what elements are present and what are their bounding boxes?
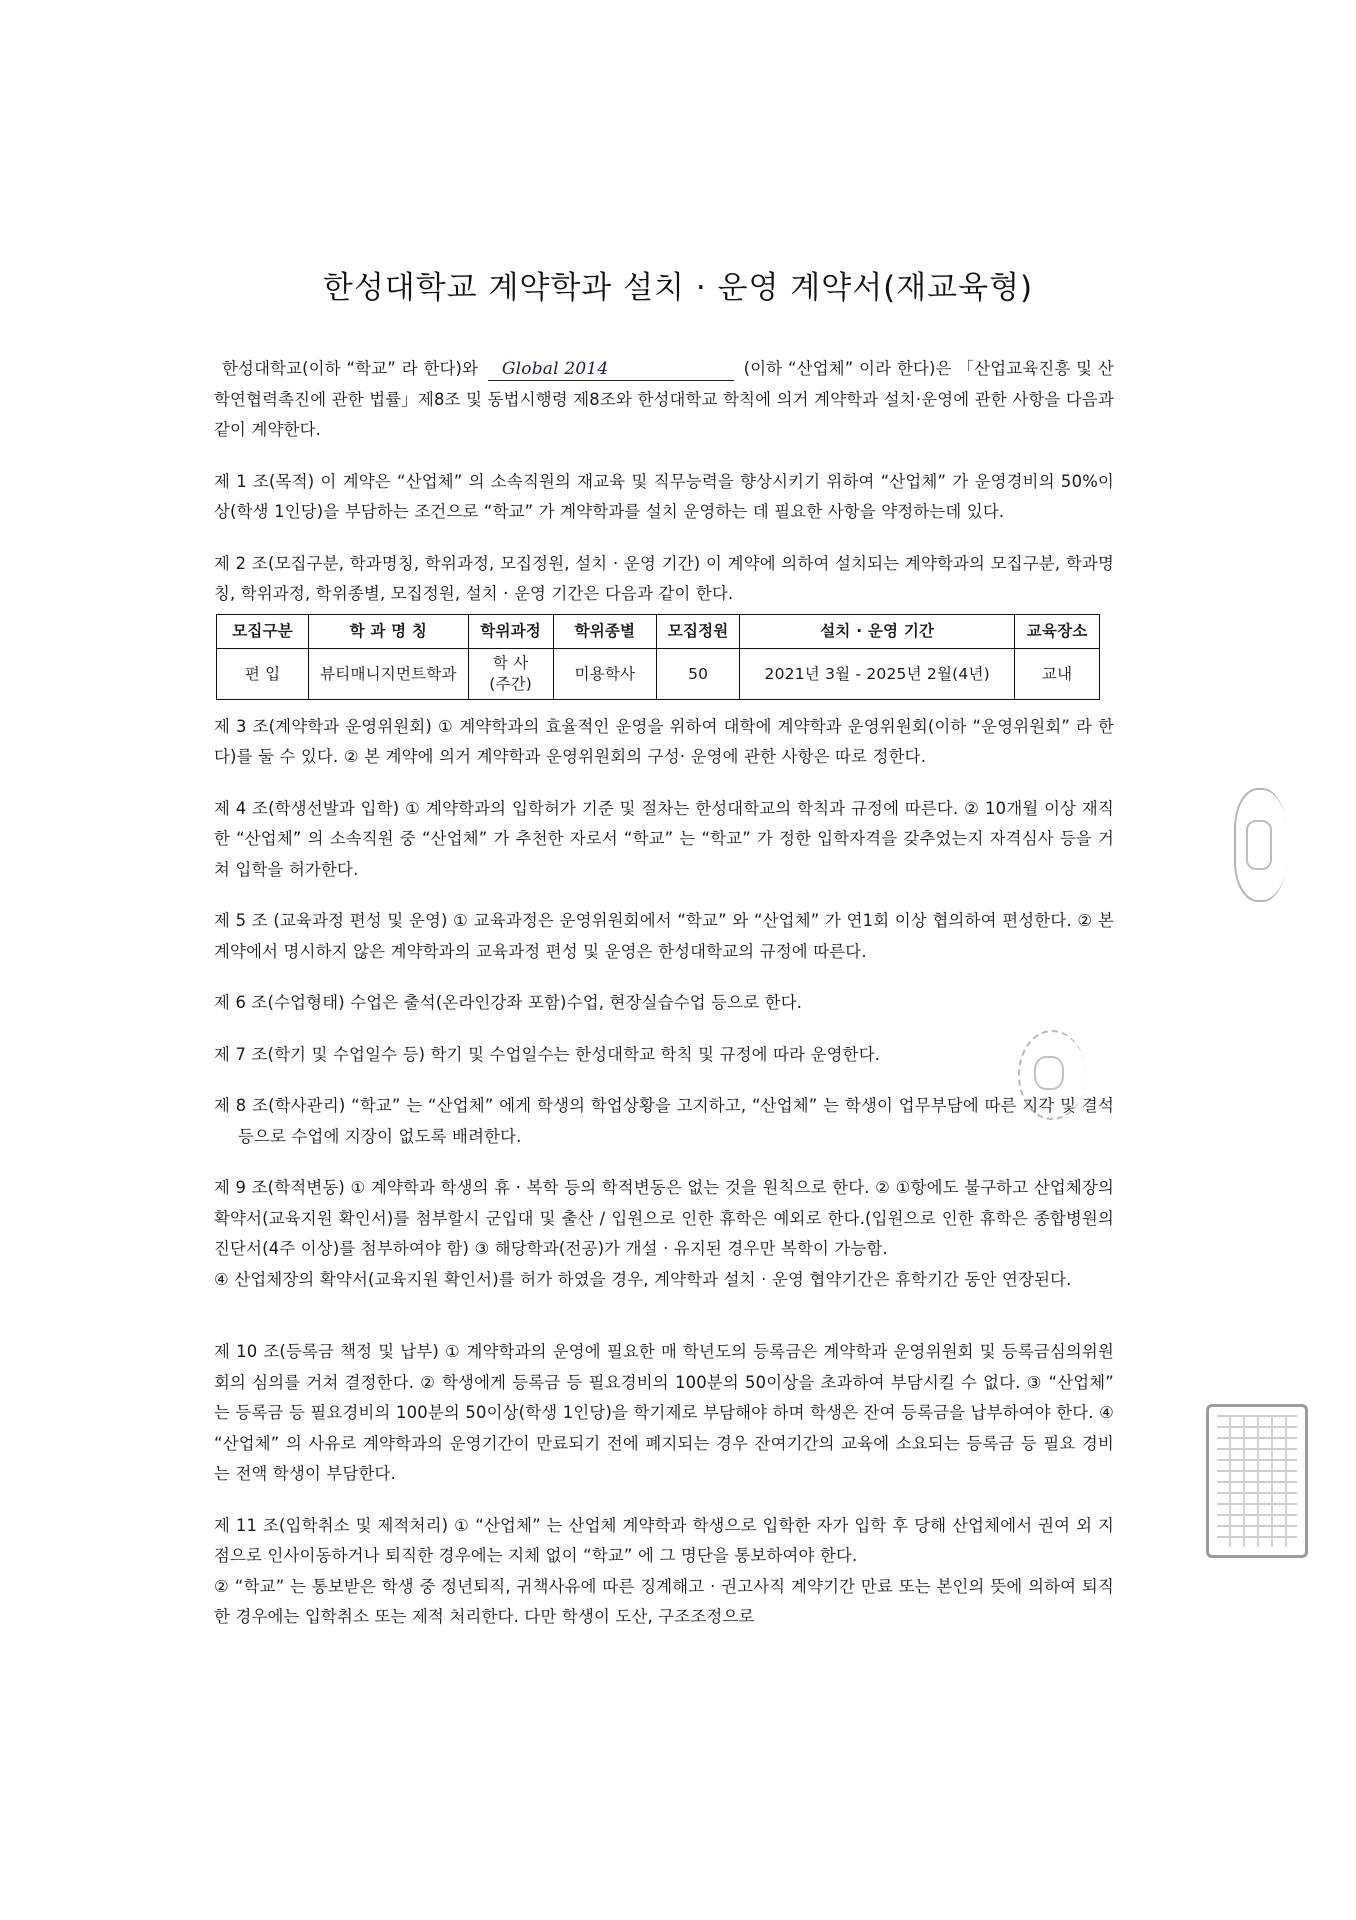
article-3: 제 3 조(계약학과 운영위원회) ① 계약학과의 효율적인 운영을 위하여 대학에 계약학과 운영위원회(이하 “운영위원회” 라 한다)를 둘 수 있다. ② 본 계약에 의거 계약학과 운영위원회의 구성· 운영에 관한 사항은 따로 정한다. xyxy=(214,716,1114,766)
article-5: 제 5 조 (교육과정 편성 및 운영) ① 교육과정은 운영위원회에서 “학교” 와 “산업체” 가 연1회 이상 협의하여 편성한다. ② 본 계약에서 명시하지 않은 계약학과의 교육과정 편성 및 운영은 한성대학교의 규정에 따른다. xyxy=(214,911,1114,961)
table-header-cell: 교육장소 xyxy=(1015,614,1100,648)
cell-period: 2021년 3월 - 2025년 2월(4년) xyxy=(740,648,1015,699)
seal-mark-middle xyxy=(1018,1030,1086,1120)
document-body xyxy=(214,354,1114,1633)
document-title: 한성대학교 계약학과 설치 · 운영 계약서(재교육형) xyxy=(322,270,1034,306)
table-row xyxy=(217,648,1100,699)
table-header-cell: 학위과정 xyxy=(468,614,553,648)
article-11: 제 11 조(입학취소 및 제적처리) ① “산업체” 는 산업체 계약학과 학생으로 입학한 자가 입학 후 당해 산업체에서 권여 외 지점으로 인사이동하거나 퇴직한 경우에는 지체 없이 “학교” 에 그 명단을 통보하여야 한다. xyxy=(214,1515,1114,1565)
cell-degree-type: 미용학사 xyxy=(553,648,656,699)
table-header-row xyxy=(217,614,1100,648)
seal-mark-square xyxy=(1206,1404,1308,1558)
program-table xyxy=(216,614,1100,700)
cell-recruit-type: 편 입 xyxy=(217,648,309,699)
article-7: 제 7 조(학기 및 수업일수 등) 학기 및 수업일수는 한성대학교 학칙 및 규정에 따라 운영한다. xyxy=(214,1044,881,1064)
article-2: 제 2 조(모집구분, 학과명칭, 학위과정, 모집정원, 설치 · 운영 기간) 이 계약에 의하여 설치되는 계약학과의 모집구분, 학과명칭, 학위과정, 학위종별, 모집정원, 설치 · 운영 기간은 다음과 같이 한다. xyxy=(214,553,1114,603)
table-header-cell: 학위종별 xyxy=(553,614,656,648)
article-6: 제 6 조(수업형태) 수업은 출석(온라인강좌 포함)수업, 현장실습수업 등으로 한다. xyxy=(214,993,803,1012)
cell-degree-course xyxy=(468,648,553,699)
preamble-before: 한성대학교(이하 “학교” 라 한다)와 xyxy=(222,359,479,378)
table-header-cell: 모집정원 xyxy=(657,614,740,648)
cell-degree-course-line2: (주간) xyxy=(489,674,533,693)
article-9: 제 9 조(학적변동) ① 계약학과 학생의 휴 · 복학 등의 학적변동은 없는 것을 원칙으로 한다. ② ①항에도 불구하고 산업체장의 확약서(교육지원 확인서)를 첨부할시 군입대 및 출산 / 입원으로 인한 휴학은 예외로 한다.(입원으로 인한 휴학은 종합병원의 진단서(4주 이상)를 첨부하여야 함) ③ 해당학과(전공)가 개설 · 유지된 경우만 복학이 가능함. xyxy=(214,1178,1114,1258)
article-8: 제 8 조(학사관리) “학교” 는 “산업체” 에게 학생의 학업상황을 고지하고, “산업체” 는 학생이 업무부담에 따른 지각 및 결석 등으로 수업에 지장이 없도록 배려한다. xyxy=(214,1096,1114,1146)
table-header-cell: 학 과 명 칭 xyxy=(309,614,468,648)
article-10: 제 10 조(등록금 책정 및 납부) ① 계약학과의 운영에 필요한 매 학년도의 등록금은 계약학과 운영위원회 및 등록금심의위원회의 심의를 거쳐 결정한다. ② 학생에게 등록금 등 필요경비의 100분의 50이상을 초과하여 부담시킬 수 없다. ③ “산업체” 는 등록금 등 필요경비의 100분의 50이상(학생 1인당)을 학기제로 부담해야 하며 학생은 잔여 등록금을 납부하여야 한다. ④ “산업체” 의 사유로 계약학과의 운영기간이 만료되기 전에 폐지되는 경우 잔여기간의 교육에 소요되는 등록금 등 필요 경비는 전액 학생이 부담한다. xyxy=(214,1342,1114,1483)
table-header-cell: 설치 · 운영 기간 xyxy=(740,614,1015,648)
article-1: 제 1 조(목적) 이 계약은 “산업체” 의 소속직원의 재교육 및 직무능력을 향상시키기 위하여 “산업체” 가 운영경비의 50%이상(학생 1인당)을 부담하는 조건으로 “학교” 가 계약학과를 설치 운영하는 데 필요한 사항을 약정하는데 있다. xyxy=(214,471,1114,521)
article-11-item-2: ② “학교” 는 통보받은 학생 중 정년퇴직, 귀책사유에 따른 징계해고 · 권고사직 계약기간 만료 또는 본인의 뜻에 의하여 퇴직한 경우에는 입학취소 또는 제적 처리한다. 다만 학생이 도산, 구조조정으로 xyxy=(214,1576,1114,1626)
cell-place: 교내 xyxy=(1015,648,1100,699)
cell-quota: 50 xyxy=(657,648,740,699)
cell-degree-course-line1: 학 사 xyxy=(492,653,529,672)
seal-mark-right-edge xyxy=(1234,788,1286,902)
article-4: 제 4 조(학생선발과 입학) ① 계약학과의 입학허가 기준 및 절차는 한성대학교의 학칙과 규정에 따른다. ② 10개월 이상 재직한 “산업체” 의 소속직원 중 “산업체” 가 추천한 자로서 “학교” 는 “학교” 가 정한 입학자격을 갖추었는지 자격심사 등을 거쳐 입학을 허가한다. xyxy=(214,798,1114,879)
table-header-cell: 모집구분 xyxy=(217,614,309,648)
preamble xyxy=(214,354,1114,446)
preamble-after: (이하 “산업체” 이라 한다)은 「산업교육진흥 및 산학연협력촉진에 관한 법률」제8조 및 동법시행령 제8조와 한성대학교 학칙에 의거 계약학과 설치·운영에 관한 사항을 다음과 같이 계약한다. xyxy=(214,359,1114,439)
cell-dept-name: 뷰티매니지먼트학과 xyxy=(309,648,468,699)
company-handwritten-name: Global 2014 xyxy=(488,358,734,381)
article-9-item-4: ④ 산업체장의 확약서(교육지원 확인서)를 허가 하였을 경우, 계약학과 설치 · 운영 협약기간은 휴학기간 동안 연장된다. xyxy=(214,1269,1072,1289)
